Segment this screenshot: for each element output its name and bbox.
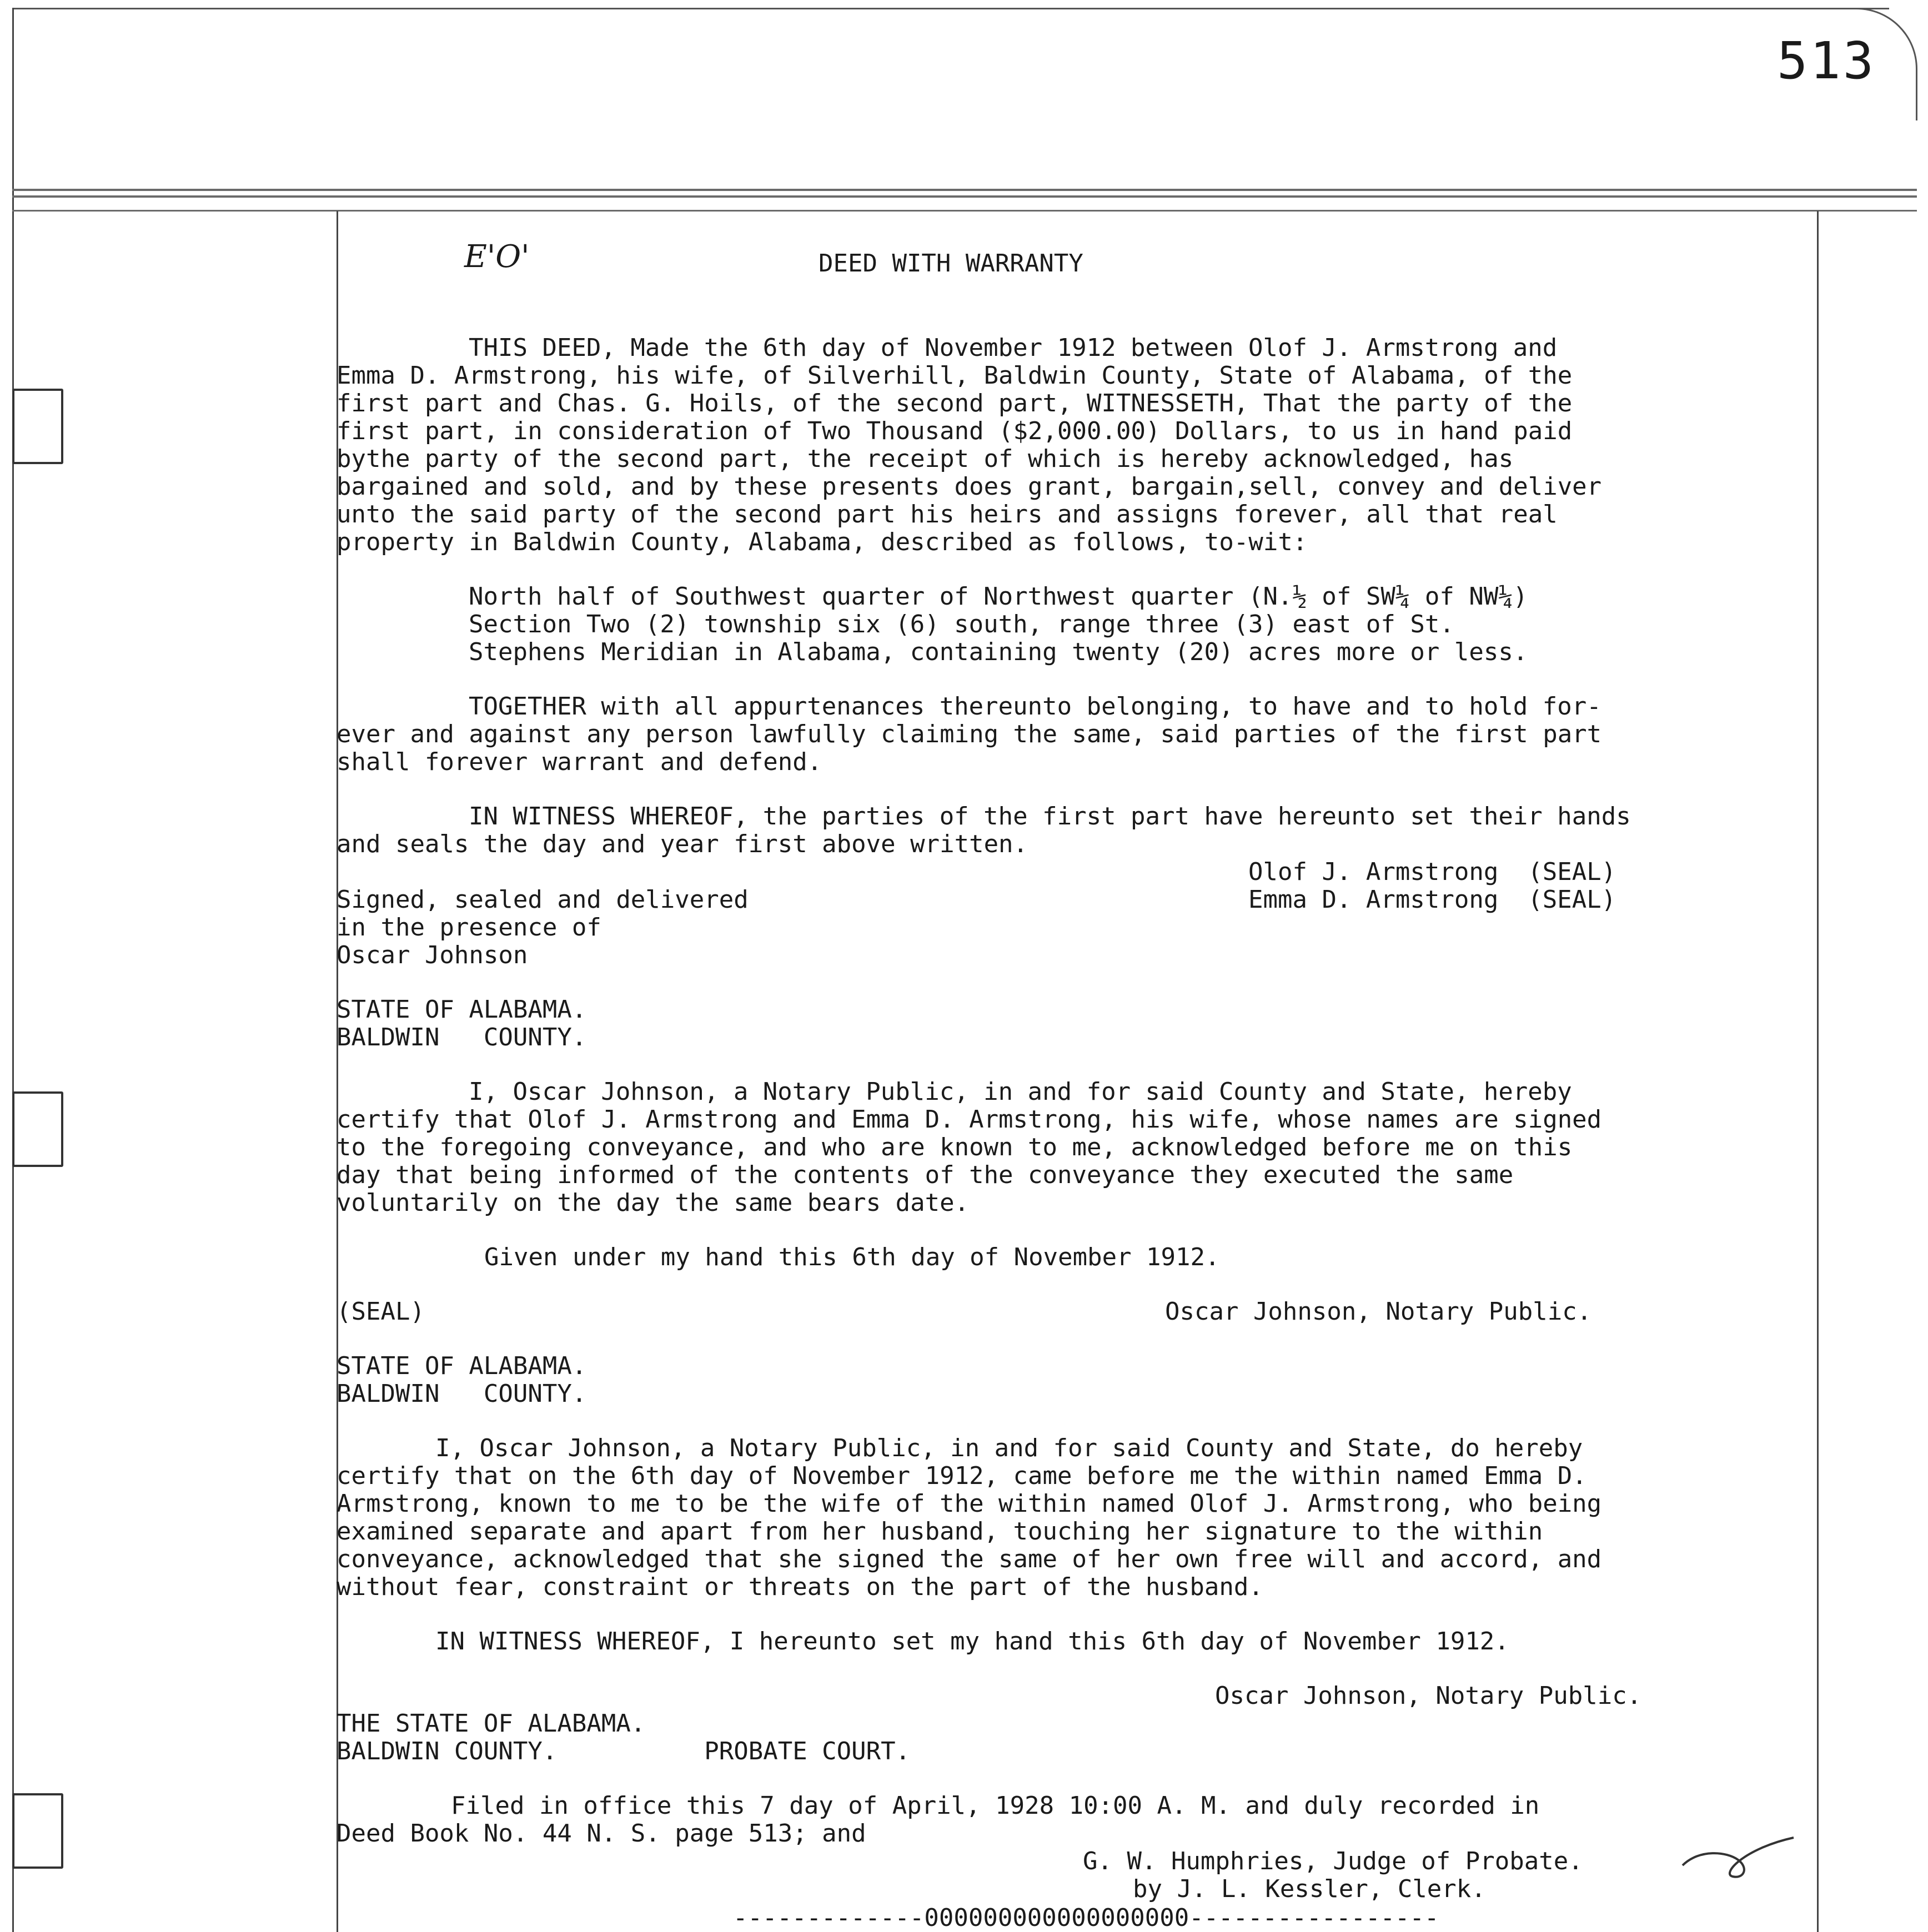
left-edge <box>12 8 14 1932</box>
property-line: Section Two (2) township six (6) south, range three (3) east of St. <box>469 610 1454 638</box>
witness-line: IN WITNESS WHEREOF, the parties of the first part have hereunto set their hands <box>469 802 1631 831</box>
grantor-signature: Emma D. Armstrong (SEAL) <box>1248 886 1616 914</box>
state-heading: STATE OF ALABAMA. <box>337 995 587 1024</box>
property-line: North half of Southwest quarter of Northwest quarter (N.½ of SW¼ of NW¼) <box>469 582 1528 611</box>
cert-line: day that being informed of the contents of the conveyance they executed the same <box>337 1161 1514 1189</box>
cert-line: Armstrong, known to me to be the wife of the within named Olof J. Armstrong, who being <box>337 1490 1602 1518</box>
together-line: shall forever warrant and defend. <box>337 748 822 776</box>
given-line: Given under my hand this 6th day of November 1912. <box>484 1243 1220 1271</box>
property-line: Stephens Meridian in Alabama, containing twenty (20) acres more or less. <box>469 638 1528 666</box>
handwritten-mark: E'O' <box>464 239 530 275</box>
binder-hole-2 <box>12 1091 63 1167</box>
cert-line: I, Oscar Johnson, a Notary Public, in and for said County and State, do hereby <box>435 1434 1583 1462</box>
cert-line: I, Oscar Johnson, a Notary Public, in and for said County and State, hereby <box>469 1078 1572 1106</box>
filed-line: Filed in office this 7 day of April, 1928 10:00 A. M. and duly recorded in <box>451 1792 1540 1820</box>
county-heading: BALDWIN COUNTY. <box>337 1380 587 1408</box>
intro-line: property in Baldwin County, Alabama, described as follows, to-wit: <box>337 528 1308 556</box>
header-rule-2 <box>12 195 1917 198</box>
clerk-signature: by J. L. Kessler, Clerk. <box>1133 1875 1486 1903</box>
intro-line: first part, in consideration of Two Thousand ($2,000.00) Dollars, to us in hand paid <box>337 417 1573 445</box>
cert-line: conveyance, acknowledged that she signed the same of her own free will and accord, and <box>337 1545 1602 1573</box>
state-heading: STATE OF ALABAMA. <box>337 1352 587 1380</box>
top-rule <box>12 8 1889 9</box>
cert-line: certify that Olof J. Armstrong and Emma D. Armstrong, his wife, whose names are signed <box>337 1105 1602 1134</box>
header-rule-1 <box>12 189 1917 191</box>
probate-heading: BALDWIN COUNTY. PROBATE COURT. <box>337 1737 911 1765</box>
judge-signature: G. W. Humphries, Judge of Probate. <box>1083 1847 1583 1875</box>
witness-line: and seals the day and year first above written. <box>337 830 1028 858</box>
binder-hole-3 <box>12 1793 63 1869</box>
seal-label: (SEAL) <box>337 1297 425 1326</box>
intro-line: Emma D. Armstrong, his wife, of Silverhill, Baldwin County, State of Alabama, of the <box>337 361 1573 390</box>
cert-line: to the foregoing conveyance, and who are known to me, acknowledged before me on this <box>337 1133 1573 1161</box>
intro-line: bythe party of the second part, the receipt of which is hereby acknowledged, has <box>337 445 1514 473</box>
notary-signature: Oscar Johnson, Notary Public. <box>1165 1297 1592 1326</box>
notary-signature: Oscar Johnson, Notary Public. <box>1215 1682 1642 1710</box>
county-heading: BALDWIN COUNTY. <box>337 1023 587 1051</box>
intro-line: THIS DEED, Made the 6th day of November 1912 between Olof J. Armstrong and <box>469 334 1558 362</box>
presence-line: Signed, sealed and delivered <box>337 886 749 914</box>
together-line: ever and against any person lawfully claiming the same, said parties of the first part <box>337 720 1602 748</box>
state-heading: THE STATE OF ALABAMA. <box>337 1709 646 1738</box>
cert-line: without fear, constraint or threats on the part of the husband. <box>337 1573 1263 1601</box>
header-rule-3 <box>12 210 1917 212</box>
witness-line-2: IN WITNESS WHEREOF, I hereunto set my hand this 6th day of November 1912. <box>435 1627 1509 1656</box>
filed-line: Deed Book No. 44 N. S. page 513; and <box>337 1819 866 1848</box>
handwritten-check-mark <box>1677 1827 1799 1893</box>
binder-hole-1 <box>12 389 63 464</box>
intro-line: bargained and sold, and by these presents does grant, bargain,sell, convey and deliver <box>337 472 1602 501</box>
cert-line: examined separate and apart from her husband, touching her signature to the within <box>337 1517 1543 1546</box>
presence-line: Oscar Johnson <box>337 941 528 969</box>
intro-line: unto the said party of the second part his heirs and assigns forever, all that real <box>337 500 1558 529</box>
page-number: 513 <box>1777 31 1876 90</box>
intro-line: first part and Chas. G. Hoils, of the second part, WITNESSETH, That the party of the <box>337 389 1573 417</box>
cert-line: certify that on the 6th day of November 1912, came before me the within named Emma D. <box>337 1462 1587 1490</box>
together-line: TOGETHER with all appurtenances thereunto belonging, to have and to hold for- <box>469 692 1601 721</box>
document-title: DEED WITH WARRANTY <box>819 249 1083 278</box>
cert-line: voluntarily on the day the same bears date. <box>337 1189 970 1217</box>
presence-line: in the presence of <box>337 913 601 942</box>
record-separator: -------------000000000000000000----------------- <box>733 1904 1439 1932</box>
grantor-signature: Olof J. Armstrong (SEAL) <box>1248 858 1616 886</box>
text-column-right-line <box>1817 211 1819 1932</box>
